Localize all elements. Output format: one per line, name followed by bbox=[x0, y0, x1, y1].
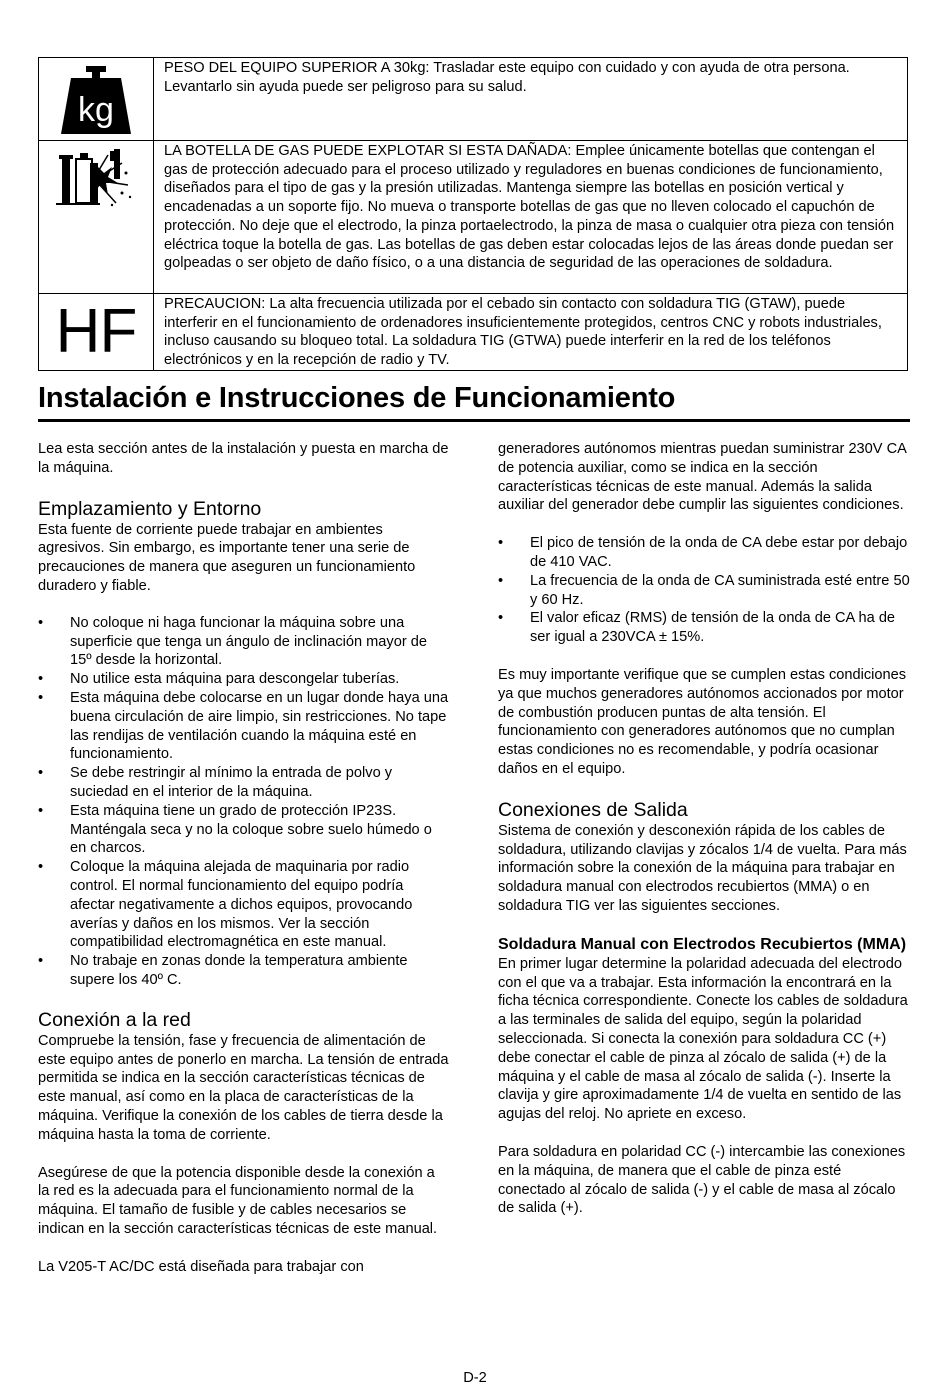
list-item bbox=[38, 689, 450, 764]
warning-row-gas bbox=[39, 141, 908, 294]
warning-icon-cell bbox=[39, 294, 154, 371]
red-paragraph-2: Asegúrese de que la potencia disponible desde la conexión a la red es la adecuada para el funcionamiento normal de la máquina. El tamaño de fusible y de cables necesarios se indican en la sección características técnicas de este manual. bbox=[38, 1164, 438, 1237]
list-item-text: Esta máquina tiene un grado de protección IP23S. Manténgala seca y no la coloque sobre suelo húmedo o en charcos. bbox=[70, 802, 432, 857]
right-column bbox=[498, 440, 910, 1218]
generator-bullet-list bbox=[498, 534, 910, 647]
left-column bbox=[38, 440, 450, 1276]
mma-paragraph-1: En primer lugar determine la polaridad adecuada del electrodo con el que va a trabajar. Esta información la encontrará en la ficha técnica correspondiente. Conecte los cables de soldadura a las terminales de salida del equipo, según la polaridad seleccionada. Si conecta la conexión para soldadura CC (+) debe conectar el cable de pinza al zócalo de salida (+) de la máquina y el cable de masa al zócalo de salida (-). Inserte la clavija y gire aproximadamente 1/4 de vuelta en sentido de las agujas del reloj. No apriete en exceso. bbox=[498, 955, 908, 1123]
warning-text-weight: PESO DEL EQUIPO SUPERIOR A 30kg: Trasladar este equipo con cuidado y con ayuda de otra persona. Levantarlo sin ayuda puede ser peligroso para su salud. bbox=[154, 58, 908, 141]
gas-cylinder-explosion-icon bbox=[56, 145, 136, 211]
bullet-icon: • bbox=[38, 765, 44, 782]
warning-text-gas: LA BOTELLA DE GAS PUEDE EXPLOTAR SI ESTA DAÑADA: Emplee únicamente botellas que contengan el gas de protección adecuado para el proceso utilizado y reguladores en buenas condiciones de funcionamiento, diseñados para el tipo de gas y la presión utilizadas. Mantenga siempre las botellas en posición vertical y encadenadas a un soporte fijo. No mueva o transporte botellas de gas que no lleven colocado el capuchón de protección. No deje que el electrodo, la pinza portaelectrodo, la pinza de masa o cualquier otra pieza con tensión eléctrica toque la botella de gas. Las botellas de gas deben estar colocadas lejos de las áreas donde puedan ser golpeadas o ser objeto de daño físico, o a una distancia de seguridad de las operaciones de soldadura. bbox=[154, 141, 908, 294]
safety-warnings-table bbox=[38, 57, 908, 371]
list-item bbox=[38, 802, 450, 858]
list-item-text: No coloque ni haga funcionar la máquina sobre una superficie que tenga un ángulo de inclinación mayor de 15º desde la horizontal. bbox=[70, 614, 427, 669]
warning-icon-cell bbox=[39, 141, 154, 294]
kg-weight-icon bbox=[59, 65, 133, 135]
list-item-text: La frecuencia de la onda de CA suministrada esté entre 50 y 60 Hz. bbox=[530, 572, 910, 608]
list-item-text: Coloque la máquina alejada de maquinaria por radio control. El normal funcionamiento del equipo podría afectar negativamente a dichos equipos, provocando averías y daños en los mismos. Ver la sección compatibilidad electromagnética en este manual. bbox=[70, 859, 413, 951]
bullet-icon: • bbox=[498, 610, 504, 627]
page-title: Instalación e Instrucciones de Funcionamiento bbox=[38, 382, 676, 414]
list-item-text: El pico de tensión de la onda de CA debe estar por debajo de 410 VAC. bbox=[530, 535, 908, 570]
intro-paragraph: Lea esta sección antes de la instalación y puesta en marcha de la máquina. bbox=[38, 441, 449, 476]
list-item bbox=[498, 609, 910, 647]
page-number: D-2 bbox=[463, 1370, 487, 1386]
warning-text-hf: PRECAUCION: La alta frecuencia utilizada por el cebado sin contacto con soldadura TIG (GTAW), puede interferir en el funcionamiento de ordenadores insuficientemente protegidos, centros CNC y robots industriales, incluso causando su bloqueo total. La soldadura TIG (GTWA) puede interferir en la red de los teléfonos electrónicos y en la recepción de radio y TV. bbox=[154, 294, 908, 371]
bullet-icon: • bbox=[38, 953, 44, 970]
generator-paragraph: generadores autónomos mientras puedan suministrar 230V CA de potencia auxiliar, como se indica en la sección características técnicas de este manual. Además la salida auxiliar del generador debe cumplir las siguientes condiciones. bbox=[498, 441, 907, 514]
section-heading-emplazamiento: Emplazamiento y Entorno bbox=[38, 497, 262, 520]
section-heading-salida: Conexiones de Salida bbox=[498, 798, 688, 821]
list-item bbox=[38, 670, 450, 689]
list-item-text: El valor eficaz (RMS) de tensión de la onda de CA ha de ser igual a 230VCA ± 15%. bbox=[530, 610, 896, 646]
list-item-text: No trabaje en zonas donde la temperatura ambiente supere los 40º C. bbox=[70, 953, 408, 988]
list-item-text: Se debe restringir al mínimo la entrada de polvo y suciedad en el interior de la máquina. bbox=[70, 765, 393, 800]
kg-icon-label: kg bbox=[78, 91, 114, 129]
list-item bbox=[38, 952, 450, 990]
list-item bbox=[498, 534, 910, 572]
section-heading-red: Conexión a la red bbox=[38, 1008, 191, 1031]
warning-row-hf bbox=[39, 294, 908, 371]
bullet-icon: • bbox=[38, 689, 44, 706]
mma-paragraph-2: Para soldadura en polaridad CC (-) intercambie las conexiones en la máquina, de manera que el cable de pinza esté conectado al zócalo de salida (-) y el cable de masa al zócalo de salida (+). bbox=[498, 1143, 906, 1217]
list-item-text: No utilice esta máquina para descongelar tuberías. bbox=[70, 671, 400, 688]
list-item-text: Esta máquina debe colocarse en un lugar donde haya una buena circulación de aire limpio, sin restricciones. No tape las rendijas de ventilación cuando la máquina esté en funcionamiento. bbox=[70, 689, 449, 763]
list-item bbox=[38, 858, 450, 952]
emplazamiento-bullet-list bbox=[38, 614, 450, 990]
subsection-heading-mma: Soldadura Manual con Electrodos Recubiertos (MMA) bbox=[498, 935, 907, 953]
salida-paragraph: Sistema de conexión y desconexión rápida de los cables de soldadura, utilizando clavijas y zócalos 1/4 de vuelta. Para más información sobre la conexión de la máquina para trabajar en soldadura manual con electrodos recubiertos (MMA) o en soldadura TIG ver las siguientes secciones. bbox=[498, 822, 907, 914]
list-item bbox=[38, 764, 450, 802]
bullet-icon: • bbox=[498, 535, 504, 552]
list-item bbox=[38, 614, 450, 670]
hf-icon: HF bbox=[55, 297, 137, 366]
title-underline bbox=[38, 419, 910, 422]
bullet-icon: • bbox=[38, 802, 44, 819]
red-paragraph-3: La V205-T AC/DC está diseñada para trabajar con bbox=[38, 1258, 364, 1275]
list-item bbox=[498, 572, 910, 610]
bullet-icon: • bbox=[38, 859, 44, 876]
red-paragraph-1: Compruebe la tensión, fase y frecuencia de alimentación de este equipo antes de ponerlo en marcha. La tensión de entrada permitida se indica en la sección características técnicas de este manual, así como en la placa de características de la máquina. Verifique la conexión de los cables de tierra desde la máquina hasta la toma de corriente. bbox=[38, 1032, 449, 1143]
generator-warning-paragraph: Es muy importante verifique que se cumplen estas condiciones ya que muchos generadores autónomos accionados por motor de combustión producen puntas de alta tensión. El funcionamiento con generadores autónomos que no cumplan estas condiciones no es recomendable, y podría ocasionar daños en el equipo. bbox=[498, 666, 907, 777]
bullet-icon: • bbox=[38, 671, 44, 688]
warning-row-weight bbox=[39, 58, 908, 141]
bullet-icon: • bbox=[38, 614, 44, 631]
warning-icon-cell bbox=[39, 58, 154, 141]
emplazamiento-paragraph: Esta fuente de corriente puede trabajar en ambientes agresivos. Sin embargo, es importante tener una serie de precauciones de manera que aseguren un funcionamiento duradero y fiable. bbox=[38, 521, 416, 594]
bullet-icon: • bbox=[498, 572, 504, 589]
